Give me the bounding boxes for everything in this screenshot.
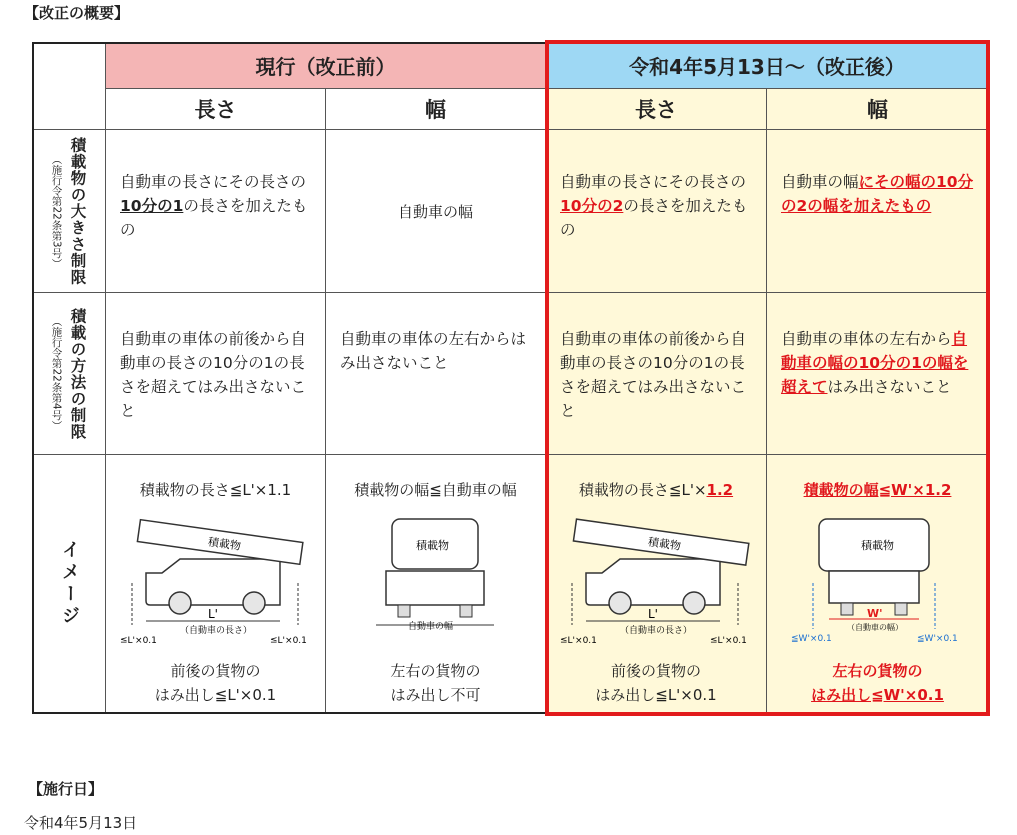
r2-current-length-text: 自動車の車体の前後から自動車の長さの10分の1の長さを超えてはみ出さないこと bbox=[120, 330, 307, 420]
r2-current-length bbox=[105, 292, 326, 455]
r3-revised-width bbox=[766, 454, 989, 714]
r3-current-width-foot bbox=[326, 659, 545, 707]
row-image-header bbox=[32, 454, 106, 714]
cargo-label: 積載物 bbox=[207, 535, 242, 553]
r1-current-length-text-c: の長さを加えたもの bbox=[120, 197, 308, 239]
r1-revised-length-text-c: の長さを加えたもの bbox=[560, 197, 748, 239]
r2-revised-width-text-c: はみ出さないこと bbox=[827, 378, 952, 396]
corner-cell bbox=[32, 42, 106, 130]
current-length-header: 長さ bbox=[105, 88, 326, 130]
car-width-paren-label: （自動車の幅） bbox=[847, 623, 903, 632]
row-size-limit-article: （施行令第22条第3号） bbox=[50, 153, 63, 269]
r1-current-length-text bbox=[106, 130, 325, 242]
front-wheel bbox=[169, 592, 191, 614]
effective-heading: 【施行日】 bbox=[28, 780, 104, 798]
r3-revised-length-caption bbox=[546, 479, 766, 500]
r3-current-length-foot bbox=[106, 659, 325, 707]
revised-header: 令和4年5月13日～（改正後） bbox=[545, 42, 989, 89]
r2-current-width-text: 自動車の車体の左右からはみ出さないこと bbox=[340, 330, 527, 372]
r3-revised-length-caption-b: 1.2 bbox=[706, 481, 734, 499]
row-method-limit-title: 積載の方法の制限 bbox=[68, 307, 87, 440]
current-width-header: 幅 bbox=[325, 88, 546, 130]
w-prime-label: W' bbox=[867, 607, 883, 620]
r3-revised-length-foot bbox=[546, 659, 766, 707]
car-length-label: （自動車の長さ） bbox=[180, 626, 253, 636]
row-method-limit-article: （施行令第22条第4号） bbox=[50, 316, 63, 431]
row-size-limit-header bbox=[32, 129, 106, 293]
r1-current-width: 自動車の幅 bbox=[325, 129, 546, 293]
truck-width-diagram-revised bbox=[789, 513, 969, 643]
row-size-limit-title: 積載物の大きさ制限 bbox=[68, 136, 87, 286]
comparison-table bbox=[32, 42, 989, 714]
r1-revised-length-text-a: 自動車の長さにその長さの bbox=[560, 173, 747, 191]
l-prime-label: L' bbox=[208, 607, 218, 621]
r1-revised-width bbox=[766, 129, 989, 293]
truck-length-diagram-revised bbox=[560, 513, 755, 643]
r3-revised-width-foot bbox=[767, 659, 988, 707]
overview-heading: 【改正の概要】 bbox=[24, 4, 130, 22]
cargo-label-rear: 積載物 bbox=[416, 539, 449, 552]
cargo-label-revised: 積載物 bbox=[647, 535, 682, 553]
r2-current-width bbox=[325, 292, 546, 455]
left-tire bbox=[398, 605, 410, 617]
r1-revised-length-text-b: 10分の2 bbox=[560, 197, 624, 215]
r3-current-width-caption: 積載物の幅≦自動車の幅 bbox=[354, 481, 517, 499]
r1-current-length-text-b: 10分の1 bbox=[120, 197, 184, 215]
r1-revised-width-text bbox=[767, 130, 988, 218]
right-tire bbox=[460, 605, 472, 617]
current-header: 現行（改正前） bbox=[105, 42, 546, 89]
cargo-label-rear-revised: 積載物 bbox=[861, 539, 894, 552]
rear-wheel bbox=[243, 592, 265, 614]
left-tire-revised bbox=[841, 603, 853, 615]
r3-revised-width-foot-1: 左右の貨物の bbox=[832, 662, 923, 680]
r3-revised-length-foot-2: はみ出し≦L'×0.1 bbox=[595, 686, 717, 704]
effective-date: 令和4年5月13日 bbox=[24, 814, 138, 832]
r3-revised-width-caption: 積載物の幅≦W'×1.2 bbox=[803, 481, 952, 499]
right-overhang-label: ≦W'×0.1 bbox=[917, 634, 958, 643]
truck-width-diagram bbox=[366, 513, 506, 643]
r2-revised-length-text: 自動車の車体の前後から自動車の長さの10分の1の長さを超えてはみ出さないこと bbox=[560, 330, 747, 420]
front-wheel-revised bbox=[609, 592, 631, 614]
cargo-box-revised bbox=[573, 519, 748, 565]
row-image-title: イメージ bbox=[59, 540, 80, 628]
left-overhang-label: ≦W'×0.1 bbox=[791, 634, 832, 643]
front-overhang-label: ≦L'×0.1 bbox=[120, 636, 157, 643]
r1-revised-length-text bbox=[546, 130, 766, 242]
r3-current-length bbox=[105, 454, 326, 714]
r1-revised-length bbox=[545, 129, 767, 293]
r3-revised-length-foot-1: 前後の貨物の bbox=[610, 662, 701, 680]
row-method-limit-header bbox=[32, 292, 106, 455]
car-width-label: 自動車の幅 bbox=[408, 622, 454, 632]
r3-current-length-foot-1: 前後の貨物の bbox=[170, 662, 261, 680]
r2-revised-width-text-b: 自動車の幅の10分の1の幅を超えて bbox=[781, 330, 969, 396]
revised-length-header: 長さ bbox=[545, 88, 767, 130]
right-tire-revised bbox=[895, 603, 907, 615]
rear-wheel-revised bbox=[683, 592, 705, 614]
r2-revised-width-text-a: 自動車の車体の左右から bbox=[781, 330, 952, 348]
r3-current-width bbox=[325, 454, 546, 714]
r1-revised-width-text-b: にその幅の10分の2の幅を加えたもの bbox=[781, 173, 974, 215]
r2-revised-length bbox=[545, 292, 767, 455]
truck-length-diagram bbox=[120, 513, 315, 643]
r1-current-length-text-a: 自動車の長さにその長さの bbox=[120, 173, 307, 191]
r1-current-length bbox=[105, 129, 326, 293]
r3-revised-length-caption-a: 積載物の長さ≦L'× bbox=[578, 481, 707, 499]
r3-revised-length bbox=[545, 454, 767, 714]
truck-rear-body-revised bbox=[829, 571, 919, 603]
l-prime-label-revised: L' bbox=[648, 607, 658, 621]
truck-rear-body bbox=[386, 571, 484, 605]
r3-current-width-foot-1: 左右の貨物の bbox=[390, 662, 481, 680]
r3-current-width-foot-2: はみ出し不可 bbox=[390, 686, 481, 704]
revised-width-header: 幅 bbox=[766, 88, 989, 130]
r3-current-length-caption: 積載物の長さ≦L'×1.1 bbox=[139, 481, 292, 499]
cargo-box bbox=[137, 520, 302, 565]
r1-revised-width-text-a: 自動車の幅 bbox=[781, 173, 859, 191]
r2-revised-width bbox=[766, 292, 989, 455]
front-overhang-label-revised: ≦L'×0.1 bbox=[560, 636, 597, 643]
r3-revised-width-foot-2: はみ出し≦W'×0.1 bbox=[811, 686, 944, 704]
r3-current-length-foot-2: はみ出し≦L'×0.1 bbox=[154, 686, 277, 704]
r2-revised-width-text bbox=[767, 293, 988, 399]
rear-overhang-label: ≦L'×0.1 bbox=[270, 636, 307, 643]
car-length-label-revised: （自動車の長さ） bbox=[620, 626, 693, 636]
rear-overhang-label-revised: ≦L'×0.1 bbox=[710, 636, 747, 643]
